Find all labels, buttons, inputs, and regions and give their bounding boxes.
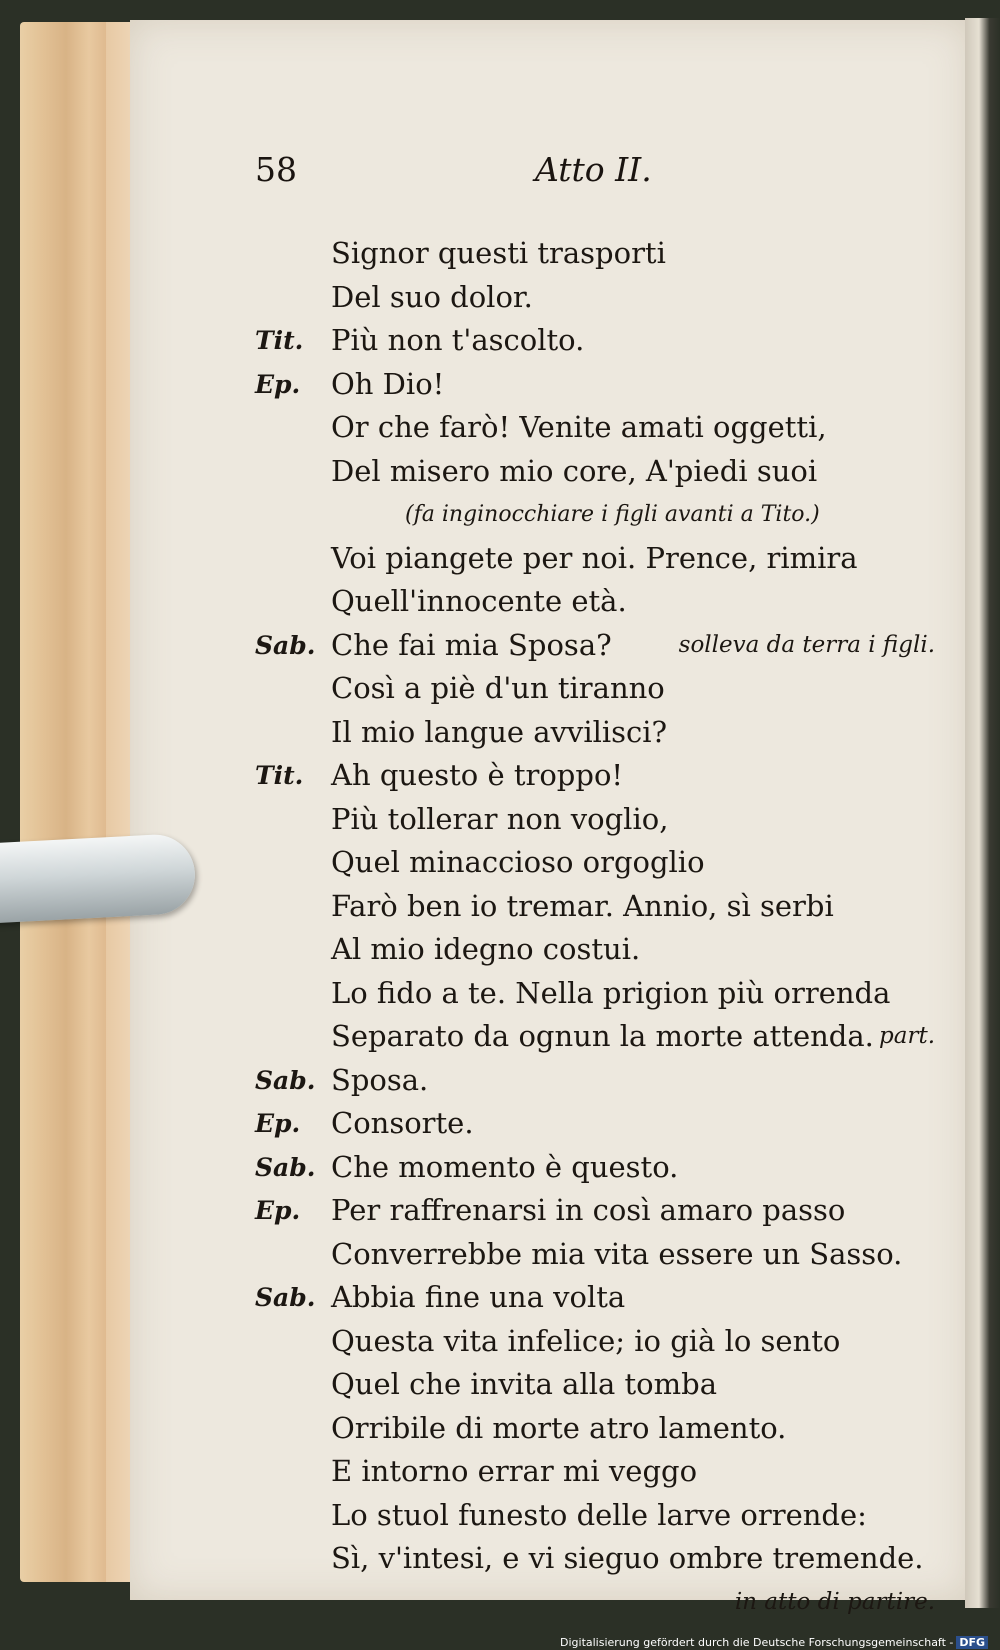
verse-text: Che momento è questo. <box>331 1149 679 1184</box>
verse-line <box>255 1407 935 1451</box>
page-number: 58 <box>255 150 297 189</box>
speaker-label: Sab. <box>255 630 316 660</box>
verse-line <box>255 363 935 407</box>
dfg-logo: DFG <box>956 1636 988 1649</box>
speaker-label: Tit. <box>255 326 304 355</box>
verse-line <box>255 1537 935 1581</box>
verse-text: Più non t'ascolto. <box>331 323 585 357</box>
verse-line <box>255 841 935 885</box>
digitization-credit <box>560 1636 988 1649</box>
credit-text: Digitalisierung gefördert durch die Deutsche Forschungsgemeinschaft - <box>560 1636 954 1649</box>
verse-line <box>255 1015 935 1059</box>
running-head: Atto II. <box>535 150 652 189</box>
verse-line <box>255 711 935 755</box>
speaker-label: Tit. <box>255 761 304 790</box>
verse-text: Consorte. <box>331 1106 474 1140</box>
verse-text: Il mio langue avvilisci? <box>331 714 668 749</box>
verse-line <box>255 580 935 624</box>
verse-line <box>255 928 935 972</box>
verse-text: Quel che invita alla tomba <box>331 1367 717 1401</box>
verse-text: Converrebbe mia vita essere un Sasso. <box>331 1236 903 1271</box>
book-page-edges <box>20 22 135 1582</box>
speaker-label: Sab. <box>255 1152 316 1182</box>
verse-line <box>255 754 935 798</box>
verse-line <box>255 232 935 276</box>
verse-text: Al mio idegno costui. <box>331 932 641 966</box>
verse-line <box>255 1059 935 1103</box>
stage-direction: solleva da terra i figli. <box>678 631 935 658</box>
verse-text: Ah questo è troppo! <box>331 758 624 792</box>
page-holder-clip <box>0 833 197 924</box>
verse-text: Sì, v'intesi, e vi sieguo ombre tremende. <box>331 1541 924 1575</box>
verse-line <box>255 406 935 450</box>
verse-text: Abbia fine una volta <box>331 1280 626 1314</box>
verse-text: Quell'innocente età. <box>331 584 627 618</box>
facing-page-edge <box>965 18 1000 1608</box>
verse-line <box>255 276 935 320</box>
verse-line <box>255 1146 935 1190</box>
verse-text: Del suo dolor. <box>331 279 533 314</box>
verse-text: Separato da ognun la morte attenda. <box>331 1019 874 1053</box>
verse-line <box>255 1276 935 1320</box>
verse-line <box>255 1494 935 1538</box>
speaker-label: Ep. <box>255 1196 301 1225</box>
verse-text: Lo fido a te. Nella prigion più orrenda <box>331 975 891 1010</box>
dialogue-text <box>255 232 935 1624</box>
verse-text: Così a piè d'un tiranno <box>331 671 665 705</box>
verse-line <box>255 1363 935 1407</box>
verse-text: Del misero mio core, A'piedi suoi <box>331 453 818 488</box>
verse-line <box>255 450 935 494</box>
verse-text: Or che farò! Venite amati oggetti, <box>331 410 827 444</box>
verse-line <box>255 537 935 581</box>
verse-line <box>255 798 935 842</box>
verse-line <box>255 1320 935 1364</box>
stage-direction: in atto di partire. <box>734 1588 935 1615</box>
verse-text: Voi piangete per noi. Prence, rimira <box>331 540 858 575</box>
verse-text: E intorno errar mi veggo <box>331 1454 698 1488</box>
verse-text: Per raffrenarsi in così amaro passo <box>331 1193 846 1227</box>
verse-line <box>255 667 935 711</box>
verse-text: Oh Dio! <box>331 366 445 401</box>
verse-text: Orribile di morte atro lamento. <box>331 1410 787 1445</box>
speaker-label: Sab. <box>255 1283 316 1312</box>
verse-text: Signor questi trasporti <box>331 236 666 270</box>
verse-text: Che fai mia Sposa? <box>331 627 612 662</box>
verse-text: Più tollerar non voglio, <box>331 801 669 836</box>
stage-direction: (fa inginocchiare i figli avanti a Tito.) <box>405 502 820 527</box>
verse-line <box>255 885 935 929</box>
verse-line <box>255 1102 935 1146</box>
verse-line <box>255 1581 935 1625</box>
verse-text: Lo stuol funesto delle larve orrende: <box>331 1497 867 1532</box>
verse-line <box>255 493 935 537</box>
verse-line <box>255 319 935 363</box>
verse-line <box>255 1233 935 1277</box>
stage-direction: part. <box>879 1023 935 1049</box>
page-header <box>255 150 775 200</box>
verse-text: Quel minaccioso orgoglio <box>331 845 705 879</box>
verse-line <box>255 972 935 1016</box>
verse-line <box>255 1189 935 1233</box>
verse-text: Farò ben io tremar. Annio, sì serbi <box>331 888 834 923</box>
verse-text: Questa vita infelice; io già lo sento <box>331 1323 841 1358</box>
verse-text: Sposa. <box>331 1062 429 1097</box>
speaker-label: Ep. <box>255 369 301 399</box>
speaker-label: Sab. <box>255 1065 316 1095</box>
verse-line <box>255 1450 935 1494</box>
speaker-label: Ep. <box>255 1109 301 1138</box>
verse-line <box>255 624 935 668</box>
